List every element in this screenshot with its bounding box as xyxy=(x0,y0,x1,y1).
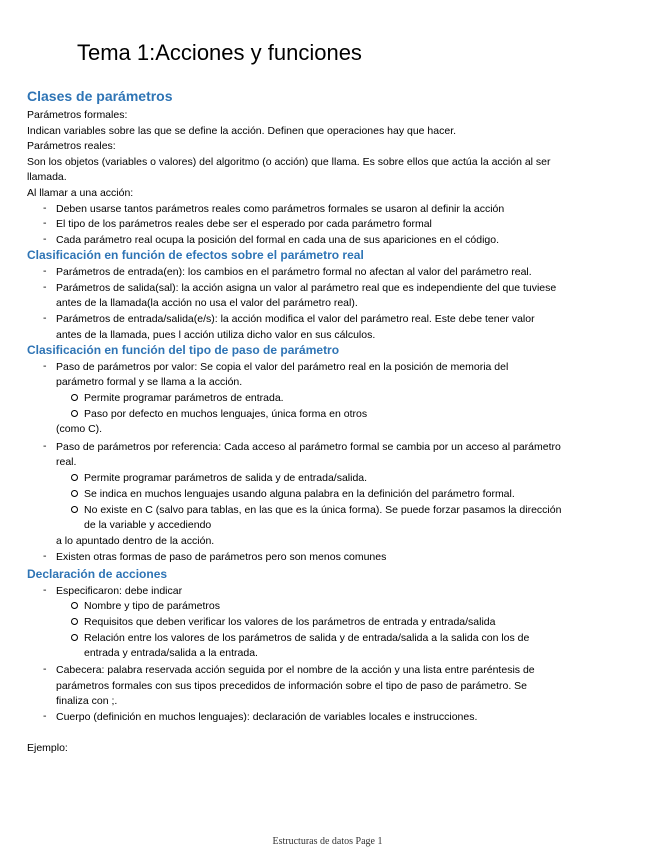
sub-item: Paso por defecto en muchos lenguajes, única forma en otros xyxy=(84,408,368,420)
list-item: Deben usarse tantos parámetros reales como parámetros formales se usaron al definir la acción xyxy=(56,203,505,215)
text-line: llamada. xyxy=(27,171,67,183)
circle-bullet-icon xyxy=(71,506,78,513)
text-line: Indican variables sobre las que se define la acción. Definen que operaciones hay que hacer. xyxy=(27,125,457,137)
list-item-cont: real. xyxy=(56,456,77,468)
list-item: Paso de parámetros por referencia: Cada acceso al parámetro formal se cambia por un acceso al parámetro xyxy=(56,441,561,453)
sub-item: Permite programar parámetros de entrada. xyxy=(84,392,284,404)
page-title: Tema 1:Acciones y funciones xyxy=(77,40,362,65)
dash-bullet: - xyxy=(43,281,47,293)
dash-bullet: - xyxy=(43,550,47,562)
dash-bullet: - xyxy=(43,202,47,214)
dash-bullet: - xyxy=(43,265,47,277)
sub-item-cont: de la variable y accediendo xyxy=(84,519,212,531)
list-item-cont: antes de la llamada(la acción no usa el valor del parámetro real). xyxy=(56,297,358,309)
list-item-cont: antes de la llamada, pues l acción utiliza dicho valor en sus cálculos. xyxy=(56,329,376,341)
text-line: Parámetros reales: xyxy=(27,140,116,152)
list-item-cont: a lo apuntado dentro de la acción. xyxy=(56,535,215,547)
sub-item: Se indica en muchos lenguajes usando alguna palabra en la definición del parámetro formal. xyxy=(84,488,515,500)
sub-item-cont: entrada y entrada/salida a la entrada. xyxy=(84,647,258,659)
dash-bullet: - xyxy=(43,584,47,596)
list-item-cont: parámetros formales con sus tipos precedidos de información sobre el tipo de paso de parámetro. Se xyxy=(56,680,528,692)
list-item: Parámetros de salida(sal): la acción asigna un valor al parámetro real que es independiente del que tuviese xyxy=(56,282,557,294)
list-item: Parámetros de entrada(en): los cambios en el parámetro formal no afectan al valor del parámetro real. xyxy=(56,266,532,278)
list-item-cont: parámetro formal y se llama a la acción. xyxy=(56,376,243,388)
list-item: Cabecera: palabra reservada acción seguida por el nombre de la acción y una lista entre paréntesis de xyxy=(56,664,535,676)
text-line: Al llamar a una acción: xyxy=(27,187,134,199)
dash-bullet: - xyxy=(43,233,47,245)
text-line: Parámetros formales: xyxy=(27,109,128,121)
list-item: Existen otras formas de paso de parámetros pero son menos comunes xyxy=(56,551,387,563)
page-footer: Estructuras de datos Page 1 xyxy=(272,836,383,847)
circle-bullet-icon xyxy=(71,618,78,625)
text-line: Son los objetos (variables o valores) del algoritmo (o acción) que llama. Es sobre ellos que actúa la acción al ser xyxy=(27,156,551,168)
circle-bullet-icon xyxy=(71,490,78,497)
list-item: El tipo de los parámetros reales debe ser el esperado por cada parámetro formal xyxy=(56,218,432,230)
list-item: Cada parámetro real ocupa la posición del formal en cada una de sus apariciones en el código. xyxy=(56,234,500,246)
list-item: Cuerpo (definición en muchos lenguajes): declaración de variables locales e instrucciones. xyxy=(56,711,478,723)
list-item: Paso de parámetros por valor: Se copia el valor del parámetro real en la posición de memoria del xyxy=(56,361,509,373)
ejemplo-label: Ejemplo: xyxy=(27,742,68,754)
dash-bullet: - xyxy=(43,440,47,452)
circle-bullet-icon xyxy=(71,410,78,417)
heading-paso: Clasificación en función del tipo de paso de parámetro xyxy=(27,343,340,357)
heading-clases: Clases de parámetros xyxy=(27,88,173,104)
sub-item: Permite programar parámetros de salida y de entrada/salida. xyxy=(84,472,368,484)
circle-bullet-icon xyxy=(71,602,78,609)
dash-bullet: - xyxy=(43,360,47,372)
dash-bullet: - xyxy=(43,217,47,229)
dash-bullet: - xyxy=(43,663,47,675)
list-item-cont: finaliza con ;. xyxy=(56,695,118,707)
list-item-cont: (como C). xyxy=(56,423,103,435)
heading-declaracion: Declaración de acciones xyxy=(27,567,168,581)
sub-item: Requisitos que deben verificar los valores de los parámetros de entrada y entrada/salida xyxy=(84,616,496,628)
circle-bullet-icon xyxy=(71,634,78,641)
dash-bullet: - xyxy=(43,312,47,324)
circle-bullet-icon xyxy=(71,394,78,401)
sub-item: No existe en C (salvo para tablas, en las que es la única forma). Se puede forzar pasamos la dirección xyxy=(84,504,562,516)
sub-item: Relación entre los valores de los parámetros de salida y de entrada/salida a la salida con los de xyxy=(84,632,530,644)
list-item: Especificaron: debe indicar xyxy=(56,585,183,597)
circle-bullet-icon xyxy=(71,474,78,481)
list-item: Parámetros de entrada/salida(e/s): la acción modifica el valor del parámetro real. Este debe tener valor xyxy=(56,313,535,325)
heading-efectos: Clasificación en función de efectos sobre el parámetro real xyxy=(27,248,364,262)
sub-item: Nombre y tipo de parámetros xyxy=(84,600,220,612)
dash-bullet: - xyxy=(43,710,47,722)
